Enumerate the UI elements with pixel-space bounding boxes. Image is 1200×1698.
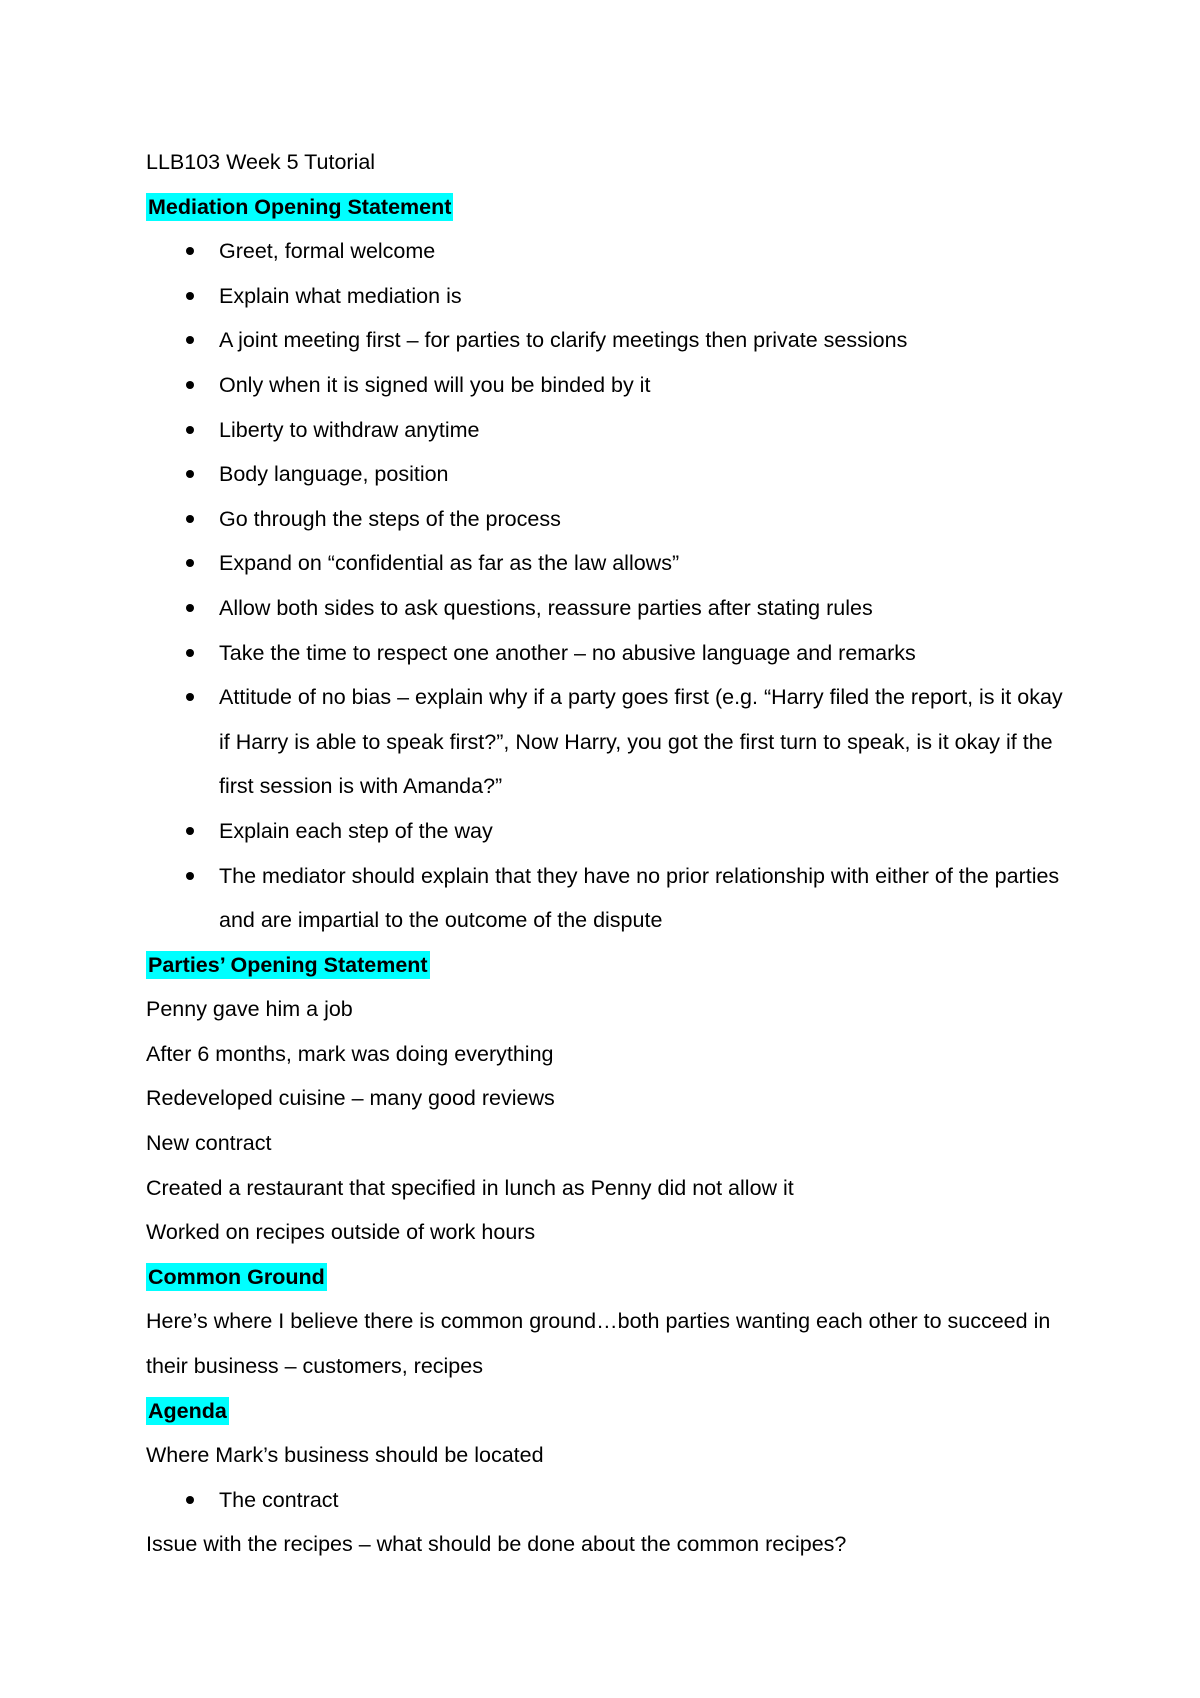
section-heading-common-ground [146,1255,1076,1300]
text-line: Worked on recipes outside of work hours [146,1220,536,1245]
list-item [146,274,1076,319]
list-item [146,854,1076,943]
list-item-text: Take the time to respect one another – no abusive language and remarks [219,640,916,665]
bullet-icon [186,649,194,657]
list-item [146,363,1076,408]
text-line: New contract [146,1131,272,1156]
section-heading-mediation [146,185,1076,230]
heading-highlight: Agenda [148,1398,227,1423]
bullet-icon [186,1496,194,1504]
document-title: LLB103 Week 5 Tutorial [146,150,376,174]
heading-highlight: Mediation Opening Statement [148,194,452,219]
section-heading-agenda [146,1389,1076,1434]
bullet-icon [186,559,194,567]
text-line: Redeveloped cuisine – many good reviews [146,1086,555,1111]
list-item-text: Liberty to withdraw anytime [219,417,480,442]
list-item [146,318,1076,363]
bullet-icon [186,693,194,701]
list-item-text: Explain each step of the way [219,818,493,843]
agenda-bullet-list [146,1478,1076,1523]
list-item-text: The contract [219,1487,339,1512]
bullet-icon [186,872,194,880]
bullet-icon [186,426,194,434]
list-item-text: Only when it is signed will you be binded by it [219,372,651,397]
text-line: Penny gave him a job [146,997,353,1022]
list-item [146,631,1076,676]
list-item [146,541,1076,586]
list-item-text: Allow both sides to ask questions, reassure parties after stating rules [219,595,873,620]
section-heading-parties [146,943,1076,988]
list-item-text: A joint meeting first – for parties to clarify meetings then private sessions [219,328,908,353]
bullet-icon [186,515,194,523]
bullet-icon [186,336,194,344]
list-item [146,408,1076,453]
bullet-icon [186,470,194,478]
text-line: After 6 months, mark was doing everything [146,1041,554,1066]
list-item [146,675,1076,809]
list-item-text: Greet, formal welcome [219,239,436,264]
list-item-text: The mediator should explain that they have no prior relationship with either of the parties and are impartial to the outcome of the dispute [219,863,1060,933]
bullet-icon [186,381,194,389]
list-item-text: Attitude of no bias – explain why if a party goes first (e.g. “Harry filed the report, is it okay if Harry is able to speak first?”, Now Harry, you got the first turn to speak, is it okay if the first session is with Amanda?” [219,685,1063,799]
list-item [146,229,1076,274]
text-line: Created a restaurant that specified in lunch as Penny did not allow it [146,1175,794,1200]
list-item [146,586,1076,631]
document-page [146,140,1076,1567]
bullet-icon [186,247,194,255]
list-item-text: Go through the steps of the process [219,506,561,531]
common-ground-paragraph: Here’s where I believe there is common ground…both parties wanting each other to succeed in their business – customers, recipes [146,1309,1051,1379]
mediation-bullet-list [146,229,1076,943]
heading-highlight: Common Ground [148,1264,325,1289]
agenda-line: Where Mark’s business should be located [146,1443,544,1468]
bullet-icon [186,827,194,835]
list-item [146,809,1076,854]
bullet-icon [186,604,194,612]
list-item [146,497,1076,542]
bullet-icon [186,292,194,300]
heading-highlight: Parties’ Opening Statement [148,952,428,977]
list-item-text: Explain what mediation is [219,283,462,308]
list-item-text: Expand on “confidential as far as the law allows” [219,551,680,576]
list-item [146,452,1076,497]
list-item-text: Body language, position [219,462,449,487]
agenda-line: Issue with the recipes – what should be done about the common recipes? [146,1532,847,1557]
list-item [146,1478,1076,1523]
